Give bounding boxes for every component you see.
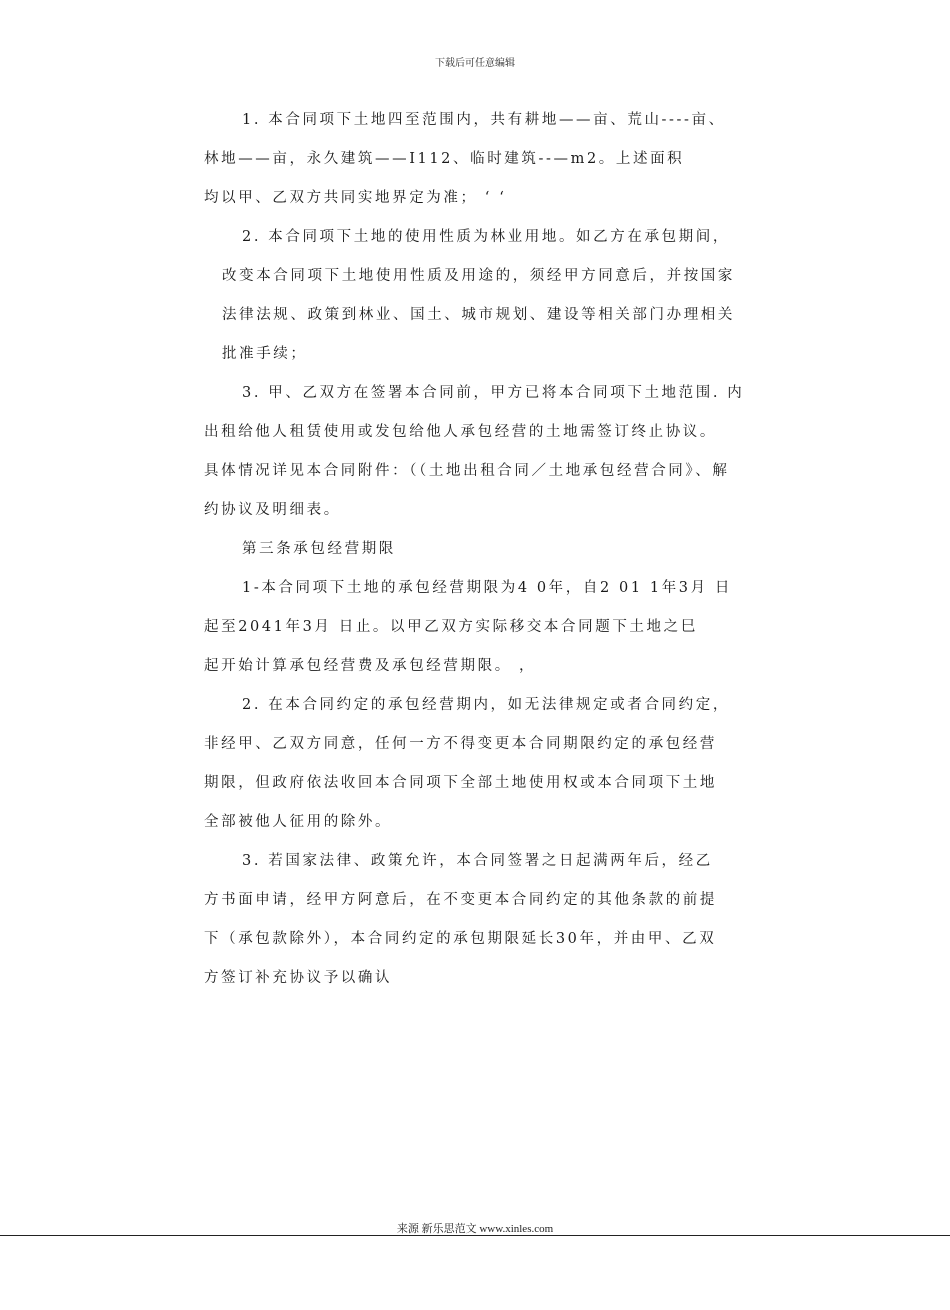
text-line: 非经甲、乙双方同意，任何一方不得变更本合同期限约定的承包经营 [204, 736, 717, 752]
text-line: 林地——亩，永久建筑——I112、临时建筑--—m2。上述面积 [204, 151, 685, 167]
footer-divider [0, 1235, 950, 1236]
text-line: 下（承包款除外），本合同约定的承包期限延长30年，并由甲、乙双 [204, 931, 717, 947]
text-line: 均以甲、乙双方共同实地界定为准； ‘ ‘ [204, 190, 507, 206]
text-line: 2. 本合同项下土地的使用性质为林业用地。如乙方在承包期间， [242, 229, 730, 245]
section-heading: 第三条承包经营期限 [242, 541, 396, 557]
text-line: 法律法规、政策到林业、国土、城市规划、建设等相关部门办理相关 [222, 307, 735, 323]
text-line: 约协议及明细表。 [204, 502, 341, 518]
text-line: 批准手续； [222, 346, 308, 362]
text-line: 期限，但政府依法收回本合同项下全部土地使用权或本合同项下土地 [204, 775, 717, 791]
text-line: 改变本合同项下土地使用性质及用途的，须经甲方同意后，并按国家 [222, 268, 735, 284]
page-footer: 来源 新乐思范文 www.xinles.com [396, 1223, 554, 1235]
text-line: 具体情况详见本合同附件：（（土地出租合同／土地承包经营合同》、解 [204, 463, 730, 479]
text-line: 方签订补充协议予以确认 [204, 970, 393, 986]
text-line: 出租给他人租赁使用或发包给他人承包经营的土地需签订终止协议。 [204, 424, 717, 440]
text-line: 起开始计算承包经营费及承包经营期限。 ， [204, 658, 537, 674]
page-header: 下载后可任意编辑 [435, 58, 515, 69]
text-line: 1-本合同项下土地的承包经营期限为4 0年，自2 01 1年3月 日 [242, 580, 733, 596]
text-line: 3. 若国家法律、政策允许，本合同签署之日起满两年后，经乙 [242, 853, 713, 869]
text-line: 起至2041年3月 日止。以甲乙双方实际移交本合同题下土地之巳 [204, 619, 698, 635]
text-line: 1. 本合同项下土地四至范围内，共有耕地——亩、荒山----亩、 [242, 112, 726, 128]
text-line: 3. 甲、乙双方在签署本合同前，甲方已将本合同项下土地范围. 内 [242, 385, 745, 401]
text-line: 全部被他人征用的除外。 [204, 814, 393, 830]
text-line: 方书面申请，经甲方阿意后，在不变更本合同约定的其他条款的前提 [204, 892, 717, 908]
text-line: 2. 在本合同约定的承包经营期内，如无法律规定或者合同约定， [242, 697, 730, 713]
